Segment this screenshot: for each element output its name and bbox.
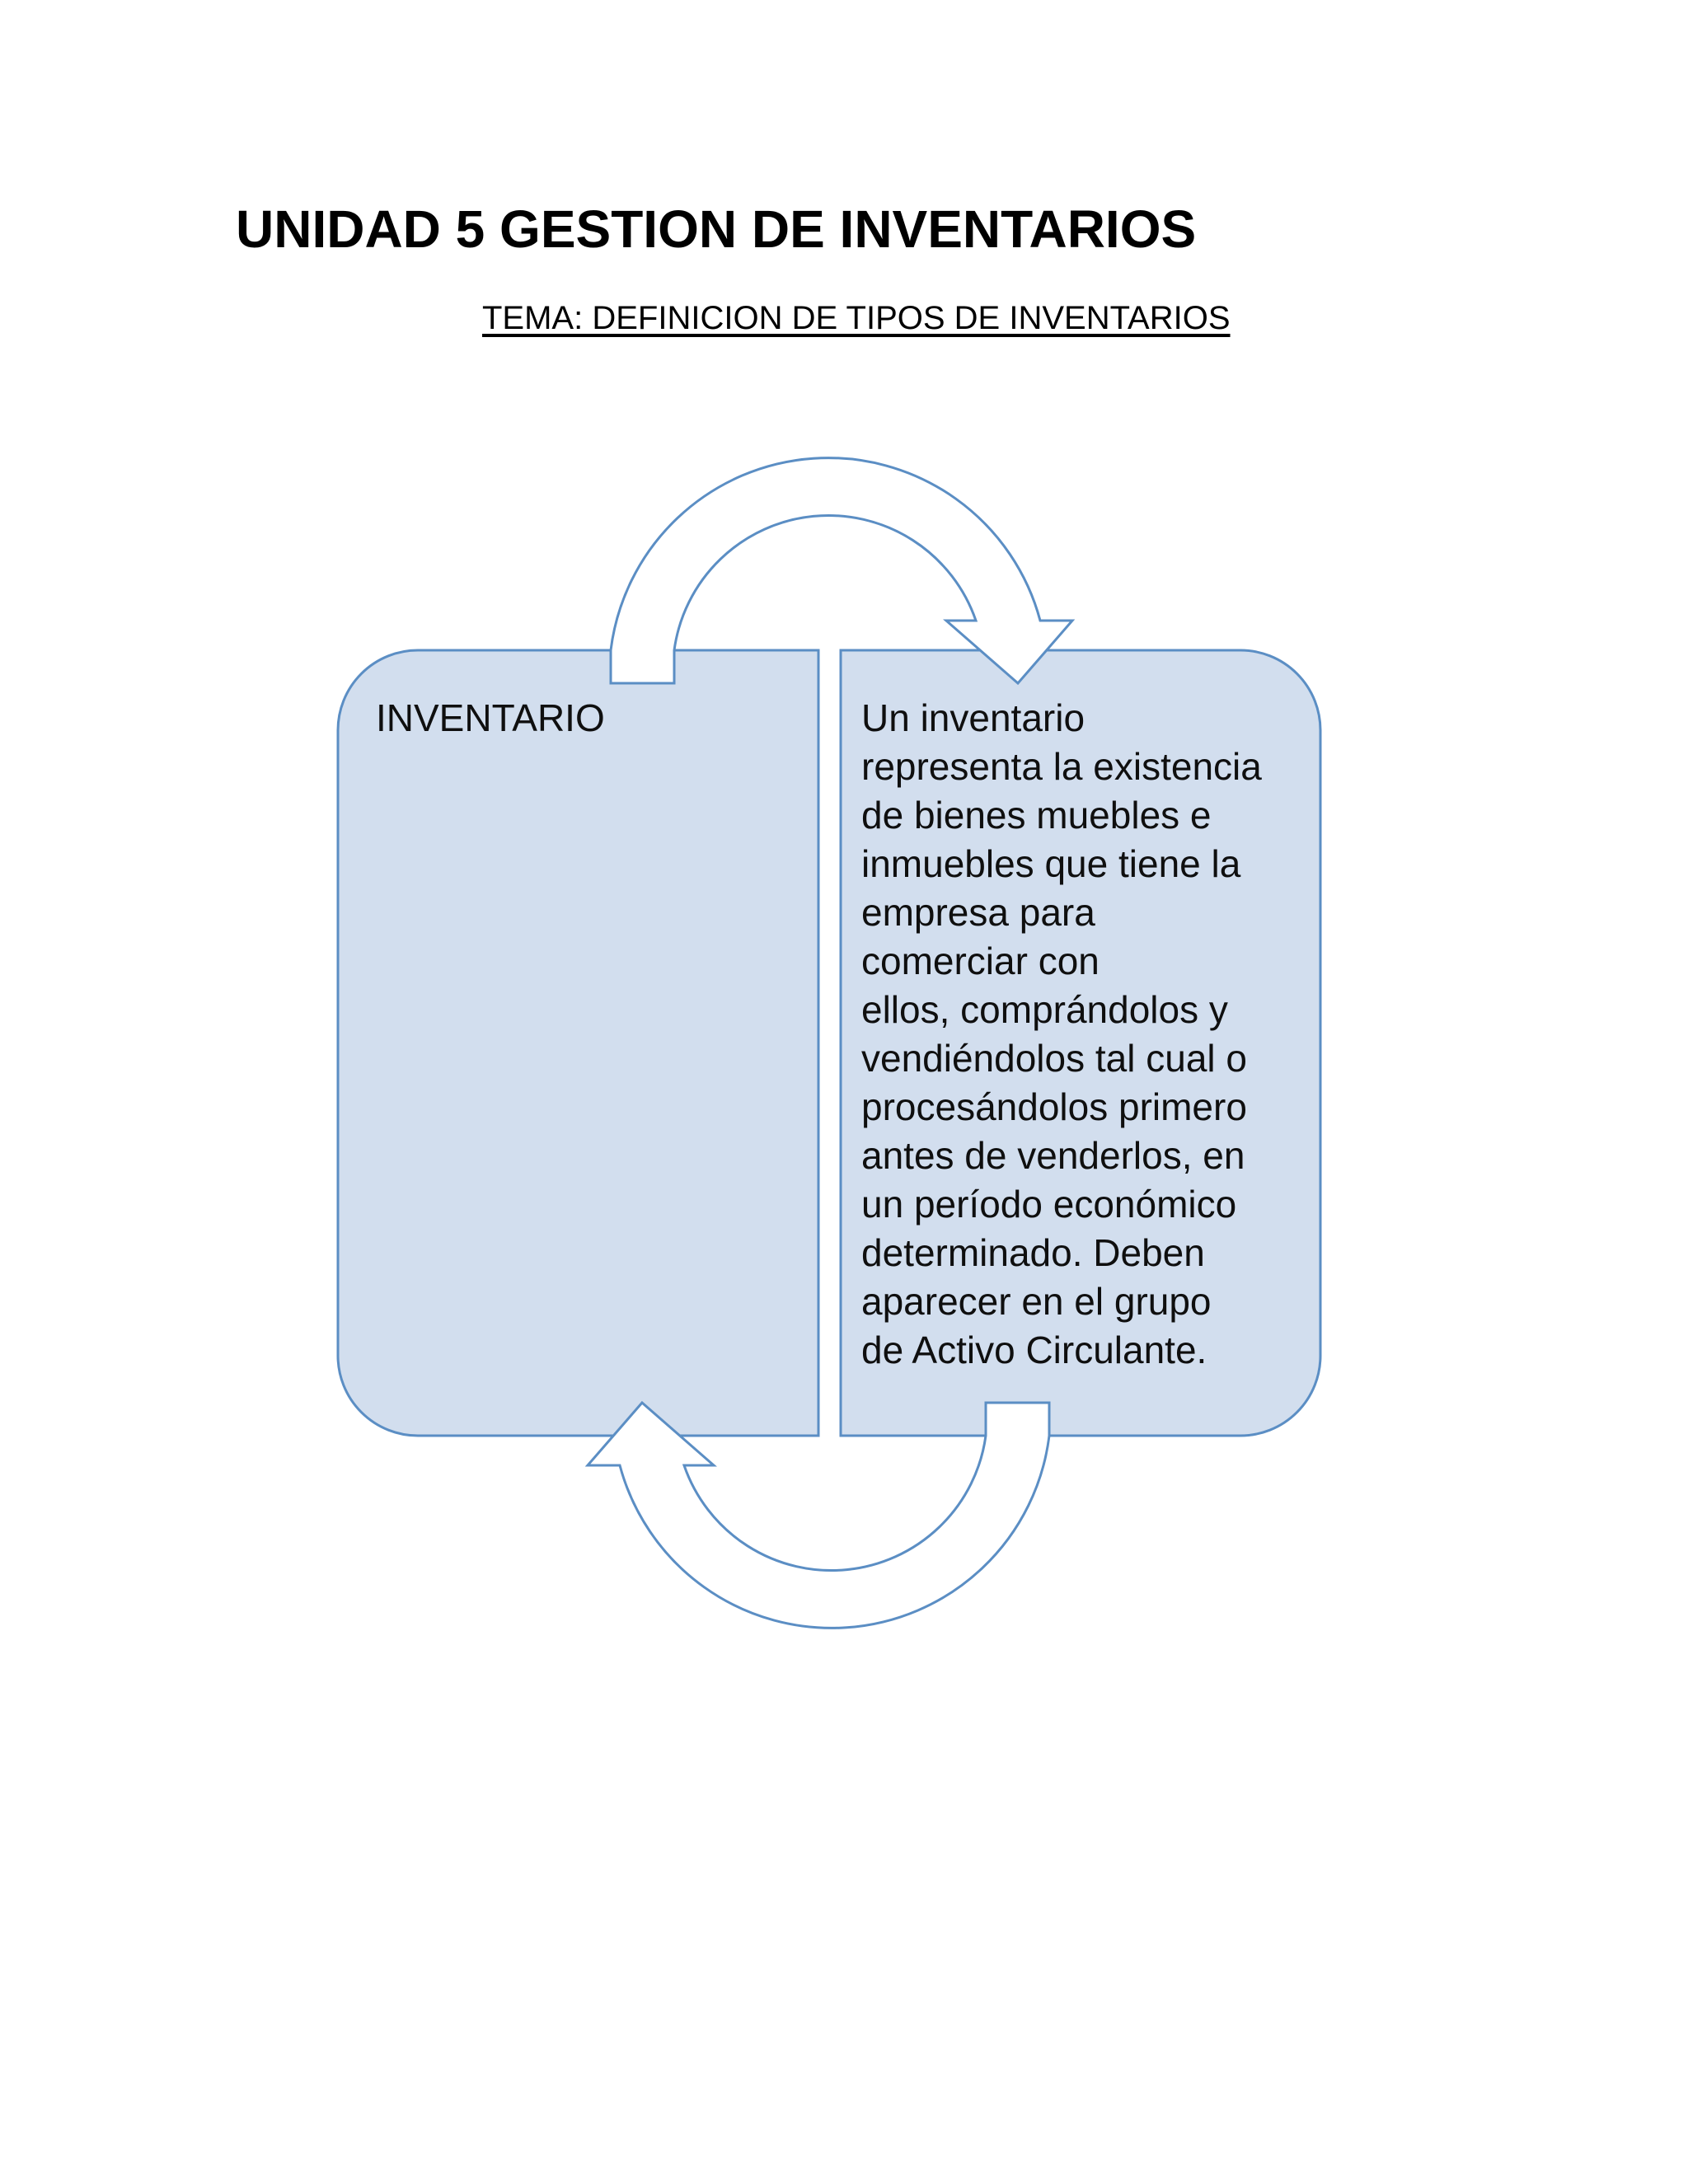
definition-line: procesándolos primero [861,1085,1247,1128]
left-box [338,650,818,1436]
definition-line: empresa para [861,891,1095,934]
definition-line: comerciar con [861,940,1100,982]
definition-line: de Activo Circulante. [861,1329,1207,1371]
definition-line: un período económico [861,1183,1237,1226]
definition-line: de bienes muebles e [861,794,1212,837]
definition-line: inmuebles que tiene la [861,842,1241,885]
definition-line: antes de venderlos, en [861,1134,1245,1177]
left-box-label: INVENTARIO [376,696,605,739]
right-box-text [861,694,1306,1375]
definition-line: Un inventario [861,696,1085,739]
definition-line: ellos, comprándolos y [861,988,1228,1031]
page-title: UNIDAD 5 GESTION DE INVENTARIOS [236,199,1197,259]
definition-line: determinado. Deben [861,1231,1205,1274]
definition-line: representa la existencia [861,745,1262,788]
definition-line: aparecer en el grupo [861,1280,1212,1323]
page-subtitle: TEMA: DEFINICION DE TIPOS DE INVENTARIOS [482,300,1231,336]
definition-line: vendiéndolos tal cual o [861,1037,1247,1080]
